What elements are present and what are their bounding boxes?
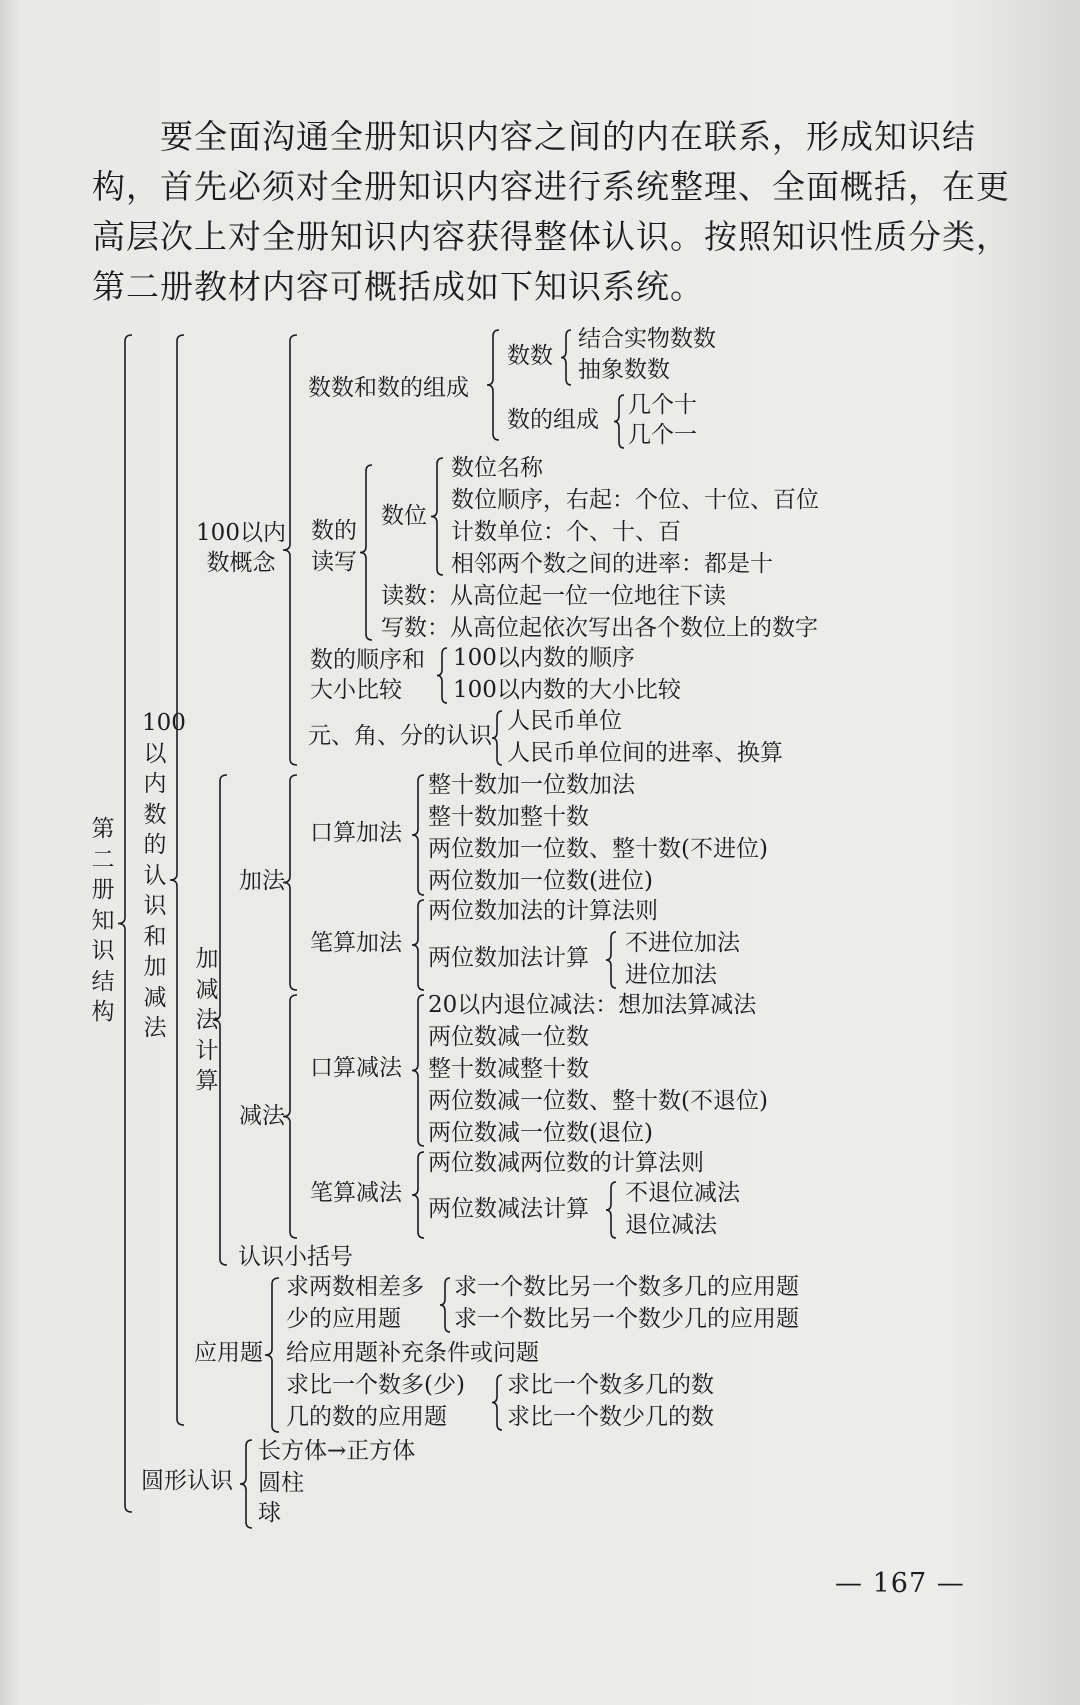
concept-group-label: 100以内数概念 xyxy=(196,520,286,576)
oral-sub-item-2: 两位数减一位数 xyxy=(428,1024,589,1050)
shape-item-3: 球 xyxy=(258,1500,281,1526)
brace-addition xyxy=(283,775,297,990)
order-label-2: 大小比较 xyxy=(310,677,402,703)
brace-unit xyxy=(170,335,184,1425)
brace-diff xyxy=(440,1278,450,1332)
read-write-label-2: 读写 xyxy=(311,549,357,575)
counting-item-2: 抽象数数 xyxy=(578,357,670,383)
diff-label-2: 少的应用题 xyxy=(286,1306,401,1332)
root-label: 第二册知识结构 xyxy=(91,816,115,1025)
oral-add-label: 口算加法 xyxy=(310,820,402,846)
more-less-item-1: 求比一个数多几的数 xyxy=(507,1372,714,1398)
add-sub-label: 加减法计算 xyxy=(195,946,219,1094)
brace-order xyxy=(437,648,447,703)
oral-sub-item-4: 两位数减一位数、整十数(不退位) xyxy=(428,1088,768,1114)
write-rule: 写数：从高位起依次写出各个数位上的数字 xyxy=(381,615,818,641)
brace-word-problems xyxy=(265,1278,279,1432)
addition-label: 加法 xyxy=(239,868,285,894)
brace-root xyxy=(118,335,132,1512)
brace-more-less xyxy=(492,1375,502,1430)
written-add-calc-item-2: 进位加法 xyxy=(625,962,717,988)
shape-item-2: 圆柱 xyxy=(258,1470,304,1496)
brace-written-add xyxy=(412,900,424,990)
money-item-1: 人民币单位 xyxy=(507,708,622,734)
written-sub-calc-label: 两位数减法计算 xyxy=(428,1196,589,1222)
written-sub-calc-item-2: 退位减法 xyxy=(625,1212,717,1238)
money-label: 元、角、分的认识 xyxy=(308,723,492,749)
brackets-label: 认识小括号 xyxy=(238,1244,353,1270)
written-sub-rule: 两位数减两位数的计算法则 xyxy=(428,1150,704,1176)
unit-label: 100以内数的认识和加减法 xyxy=(142,710,186,1041)
diff-item-2: 求一个数比另一个数少几的应用题 xyxy=(454,1306,799,1332)
composition-label: 数数和数的组成 xyxy=(308,375,469,401)
digits-item-1: 数位名称 xyxy=(451,455,543,481)
brace-shapes xyxy=(240,1440,252,1528)
written-add-calc-label: 两位数加法计算 xyxy=(428,945,589,971)
brace-money xyxy=(492,711,502,765)
written-sub-label: 笔算减法 xyxy=(310,1180,402,1206)
digits-item-3: 计数单位：个、十、百 xyxy=(451,519,681,545)
comp-label: 数的组成 xyxy=(507,407,599,433)
oral-add-item-1: 整十数加一位数加法 xyxy=(428,772,635,798)
oral-add-item-4: 两位数加一位数(进位) xyxy=(428,868,653,894)
oral-add-item-3: 两位数加一位数、整十数(不进位) xyxy=(428,836,768,862)
order-item-1: 100以内数的顺序 xyxy=(453,645,635,671)
brace-digits xyxy=(431,458,443,575)
oral-sub-item-1: 20以内退位减法：想加法算减法 xyxy=(428,992,757,1018)
money-item-2: 人民币单位间的进率、换算 xyxy=(507,740,783,766)
oral-sub-item-3: 整十数减整十数 xyxy=(428,1056,589,1082)
brace-read-write xyxy=(360,465,372,640)
comp-item-1: 几个十 xyxy=(628,392,697,418)
brace-composition xyxy=(487,330,499,440)
brace-written-sub xyxy=(412,1152,424,1238)
page-number: — 167 — xyxy=(835,1568,965,1599)
oral-sub-label: 口算减法 xyxy=(310,1055,402,1081)
order-item-2: 100以内数的大小比较 xyxy=(453,677,681,703)
written-add-rule: 两位数加法的计算法则 xyxy=(428,898,658,924)
comp-item-2: 几个一 xyxy=(628,422,697,448)
counting-label: 数数 xyxy=(507,343,553,369)
word-problems-label: 应用题 xyxy=(194,1340,263,1366)
diff-item-1: 求一个数比另一个数多几的应用题 xyxy=(454,1274,799,1300)
digits-label: 数位 xyxy=(381,503,427,529)
brace-counting xyxy=(561,330,571,385)
order-label-1: 数的顺序和 xyxy=(310,647,425,673)
read-write-label-1: 数的 xyxy=(311,518,357,544)
shapes-label: 圆形认识 xyxy=(141,1468,233,1494)
oral-add-item-2: 整十数加整十数 xyxy=(428,804,589,830)
more-less-label-1: 求比一个数多(少) xyxy=(286,1372,465,1398)
digits-item-2: 数位顺序，右起：个位、十位、百位 xyxy=(451,487,819,513)
brace-oral-add xyxy=(412,775,424,895)
supplement-label: 给应用题补充条件或问题 xyxy=(286,1340,539,1366)
diff-label-1: 求两数相差多 xyxy=(286,1274,424,1300)
brace-subtraction xyxy=(283,995,297,1238)
intro-paragraph: 要全面沟通全册知识内容之间的内在联系，形成知识结构，首先必须对全册知识内容进行系统整理、全面概括，在更高层次上对全册知识内容获得整体认识。按照知识性质分类，第二册教材内容可概括成如下知识系统。 xyxy=(92,117,1010,306)
written-add-calc-item-1: 不进位加法 xyxy=(625,930,740,956)
shape-item-1: 长方体→正方体 xyxy=(258,1438,416,1464)
written-add-label: 笔算加法 xyxy=(310,930,402,956)
oral-sub-item-5: 两位数减一位数(退位) xyxy=(428,1120,653,1146)
written-sub-calc-item-1: 不退位减法 xyxy=(625,1180,740,1206)
read-rule: 读数：从高位起一位一位地往下读 xyxy=(381,583,726,609)
digits-item-4: 相邻两个数之间的进率：都是十 xyxy=(451,551,773,577)
brace-oral-sub xyxy=(412,995,424,1146)
brace-written-sub-calc xyxy=(606,1182,616,1238)
more-less-label-2: 几的数的应用题 xyxy=(286,1404,447,1430)
brace-written-add-calc xyxy=(606,932,616,988)
subtraction-label: 减法 xyxy=(239,1103,285,1129)
more-less-item-2: 求比一个数少几的数 xyxy=(507,1404,714,1430)
brace-comp xyxy=(614,395,624,448)
counting-item-1: 结合实物数数 xyxy=(578,326,716,352)
